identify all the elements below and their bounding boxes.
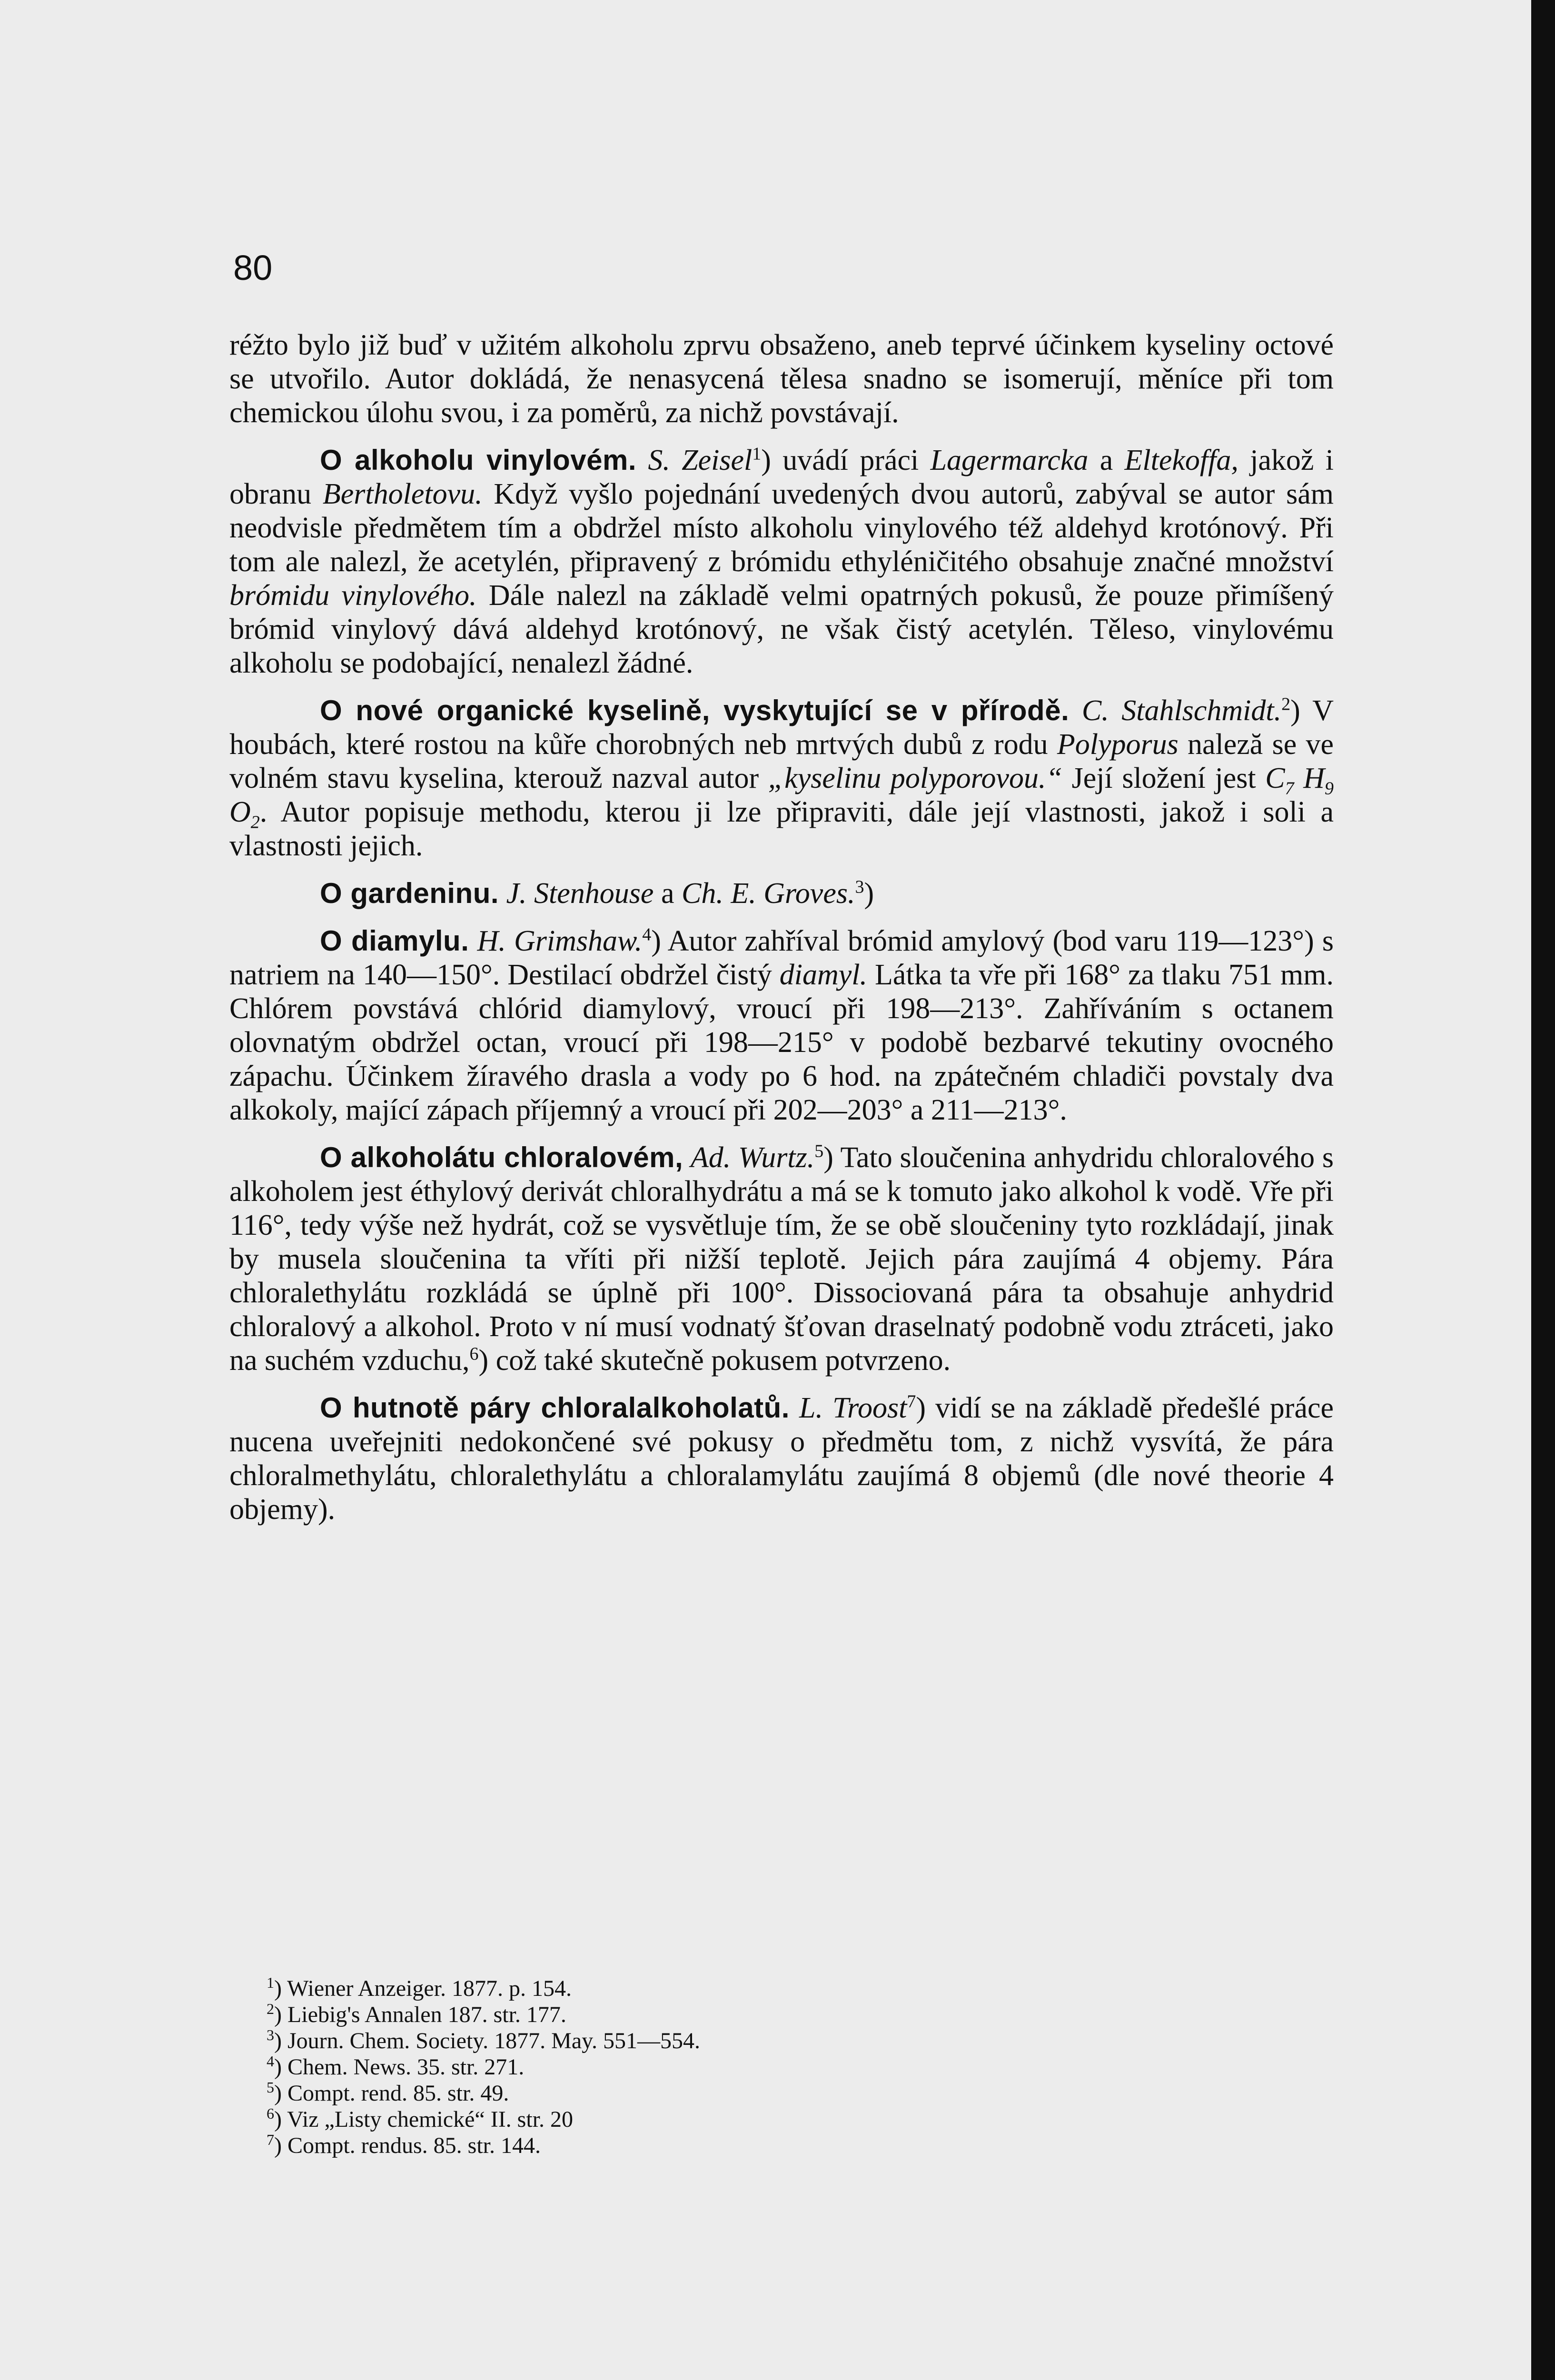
footnote: $^6$) Viz „Listy chemické“ II. str. 20	[267, 2105, 574, 2132]
footnote-ref: 1	[752, 444, 762, 464]
section-heading: O nové organické kyselině, vyskytující se v přírodě.	[320, 694, 1070, 726]
intro-paragraph: réžto bylo již buď v užitém alkoholu zprvu obsaženo, aneb teprvé účinkem kyseliny octové se utvořilo. Autor dokládá, že nenasycená tělesa snadno se isomerují, měníce při tom chemickou úlohu svou, i za poměrů, za nichž povstávají.	[229, 329, 1334, 429]
section-emphasis: Bertholetovu.	[322, 478, 483, 510]
section-text: Její složení jest	[1062, 762, 1266, 794]
footnote-ref: 2	[1281, 694, 1291, 714]
section-heading: O alkoholu vinylovém.	[320, 444, 636, 476]
section-gardenin	[229, 876, 1334, 911]
section-text: Látka ta vře při 168° za tlaku 751 mm. Chlórem povstává chlórid diamylový, vroucí při 198—213°. Zahříváním s octanem olovnatým obdržel octan, vroucí při 198—215° v podobě bezbarvé tekutiny ovocného zápachu. Účinkem žíravého drasla a vody po 6 hod. na zpátečném chladiči povstaly dva alkokoly, mající zápach příjemný a vroucí při 202—203° a 211—213°.	[229, 959, 1334, 1126]
section-emphasis: diamyl.	[779, 959, 868, 991]
section-text: ) Tato sloučenina anhydridu chloralového s alkoholem jest éthylový derivát chloralhydrátu a má se k tomuto jako alkohol k vodě. Vře při 116°, tedy výše než hydrát, což se vysvětluje tím, že se obě sloučeniny tyto rozkládají, jinak by musela sloučenina ta vříti při nižší teplotě. Jejich pára zaujímá 4 objemy. Pára chloralethylátu rozkládá se úplně při 100°. Dissociovaná pára ta obsahuje anhydrid chloralový a alkohol. Proto v ní musí vodnatý šťovan draselnatý podobně vodu ztráceti, jako na suchém vzduchu,	[229, 1141, 1334, 1377]
section-author: Ad. Wurtz.	[690, 1141, 815, 1174]
footnote: $^5$) Compt. rend. 85. str. 49.	[267, 2079, 509, 2106]
section-organic-acid	[229, 694, 1334, 863]
section-text: naleză se ve volném stavu kyselina, kterouž nazval autor	[229, 728, 1334, 794]
section-author-2: Ch. E. Groves.	[681, 877, 855, 910]
section-text: jakož i obranu	[229, 444, 1334, 510]
section-text: ) což také skutečně pokusem potvrzeno.	[478, 1344, 951, 1377]
section-heading: O gardeninu.	[320, 877, 499, 909]
section-diamyl	[229, 924, 1334, 1127]
section-emphasis: Eltekoffa,	[1124, 444, 1238, 476]
section-chloral-alcoholate	[229, 1140, 1334, 1378]
footnote-ref: 4	[642, 924, 652, 945]
footnote: $^7$) Compt. rendus. 85. str. 144.	[267, 2131, 541, 2158]
section-text: . Autor popisuje methodu, kterou ji lze připraviti, dále její vlastnosti, jakož i soli a vlastnosti jejich.	[229, 796, 1334, 862]
footnote-ref: 6	[469, 1344, 479, 1364]
body-text	[229, 328, 1334, 1540]
section-text: )	[864, 877, 874, 910]
page-number: 80	[233, 248, 273, 288]
section-emphasis: Lagermarcka	[930, 444, 1089, 476]
section-text: ) V houbách, které rostou na kůře chorobných neb mrtvých dubů z rodu	[229, 694, 1334, 761]
footnote-ref: 3	[855, 877, 864, 897]
section-author: J. Stenhouse	[506, 877, 654, 910]
section-heading: O hutnotě páry chloralalkoholatů.	[320, 1392, 790, 1424]
section-heading: O alkoholátu chloralovém,	[320, 1141, 683, 1173]
section-text: ) Autor zahříval brómid amylový (bod varu 119—123°) s natriem na 140—150°. Destilací obdržel čistý	[229, 925, 1334, 991]
section-author: L. Troost	[799, 1392, 907, 1424]
footnote: $^1$) Wiener Anzeiger. 1877. p. 154.	[267, 1974, 572, 2001]
chemical-formula: $C_7$ $H_9$ $O_2$	[229, 762, 1334, 833]
section-heading: O diamylu.	[320, 925, 469, 957]
footnote: $^3$) Journ. Chem. Society. 1877. May. 551—554.	[267, 2026, 701, 2053]
footnote-ref: 7	[907, 1391, 916, 1412]
section-author: H. Grimshaw.	[477, 925, 643, 957]
section-emphasis: Polyporus	[1057, 728, 1179, 761]
footnote-ref: 5	[814, 1141, 824, 1161]
section-text: ) uvádí práci	[761, 444, 931, 476]
section-author: S. Zeisel	[648, 444, 753, 476]
section-text: a	[654, 877, 682, 910]
section-text: Dále nalezl na základě velmi opatrných pokusů, že pouze přimíšený brómid vinylový dává aldehyd krotónový, ne však čistý acetylén. Těleso, vinylovému alkoholu se podobající, nenalezl žádné.	[229, 579, 1334, 679]
footnotes	[267, 1975, 1123, 2159]
section-emphasis: „kyselinu polyporovou.“	[768, 762, 1062, 794]
section-text: Když vyšlo pojednání uvedených dvou autorů, zabýval se autor sám neodvisle předmětem tím a obdržel místo alkoholu vinylového též aldehyd krotónový. Při tom ale nalezl, že acetylén, připravený z brómidu ethyléničitého obsahuje značné množství	[229, 478, 1334, 578]
footnote: $^4$) Chem. News. 35. str. 271.	[267, 2053, 525, 2080]
section-text: ) vidí se na základě předešlé práce nucena uveřejniti nedokončené své pokusy o předmětu tom, z nichž vysvítá, že pára chloralmethylátu, chloralethylátu a chloralamylátu zaujímá 8 objemů (dle nové theorie 4 objemy).	[229, 1392, 1334, 1526]
section-emphasis: brómidu vinylového.	[229, 579, 477, 612]
section-author: C. Stahlschmidt.	[1081, 694, 1282, 727]
section-vapour-density	[229, 1391, 1334, 1527]
footnote: $^2$) Liebig's Annalen 187. str. 177.	[267, 2000, 566, 2027]
section-vinyl-alcohol	[229, 443, 1334, 680]
section-text: a	[1088, 444, 1125, 476]
